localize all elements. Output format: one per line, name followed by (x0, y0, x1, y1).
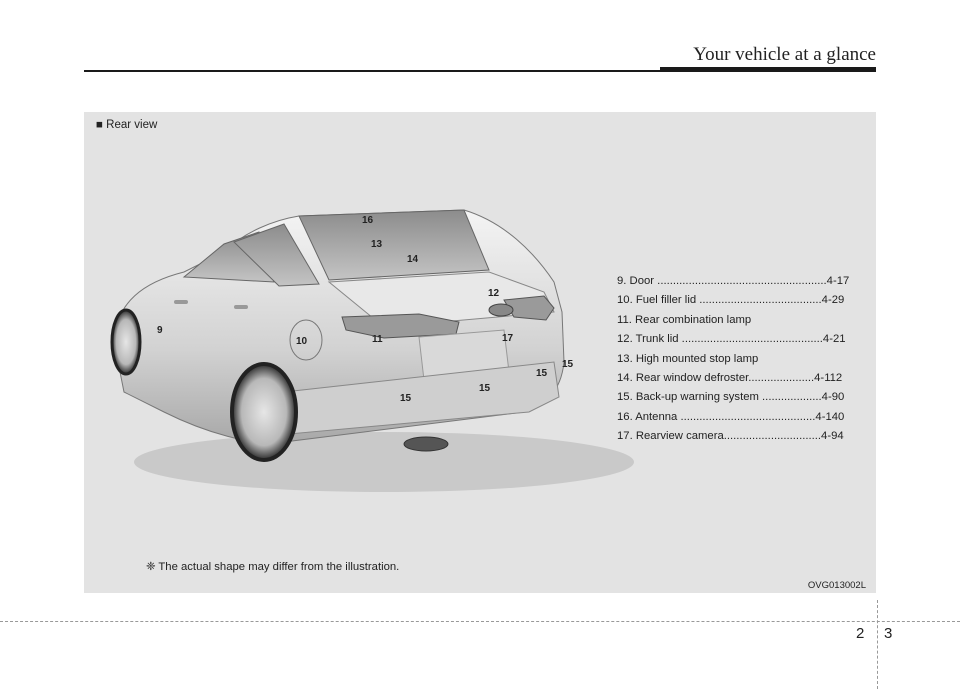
legend-item: 16. Antenna ...........................................4-140 (617, 410, 845, 423)
legend-item: 10. Fuel filler lid .......................................4-29 (617, 294, 845, 307)
callout-11: 11 (372, 334, 383, 345)
figure-code: OVG013002L (807, 580, 866, 591)
legend-item: 15. Back-up warning system ...................4-90 (617, 391, 845, 404)
callout-13: 13 (371, 239, 383, 250)
callout-15-d: 15 (562, 359, 574, 370)
legend-item: 11. Rear combination lamp (617, 313, 752, 326)
header-rule-accent (660, 67, 876, 72)
component-legend (617, 272, 867, 447)
footer-divider (0, 621, 960, 622)
footer-page-divider (877, 600, 878, 689)
view-label: ■ Rear view (96, 119, 158, 131)
illustration-note: ❈ The actual shape may differ from the illustration. (146, 561, 400, 573)
callout-17: 17 (502, 333, 514, 344)
legend-item: 17. Rearview camera...............................4-94 (617, 430, 844, 443)
section-number: 2 (856, 625, 865, 642)
legend-item: 13. High mounted stop lamp (617, 352, 759, 365)
callout-16: 16 (362, 215, 374, 226)
callout-12: 12 (488, 288, 500, 299)
legend-item: 12. Trunk lid .............................................4-21 (617, 333, 846, 346)
callout-15-c: 15 (536, 368, 548, 379)
callout-10: 10 (296, 336, 308, 347)
rear-view-figure (84, 112, 876, 593)
front-wheel (112, 310, 140, 374)
callout-9: 9 (157, 325, 163, 336)
page-number: 3 (884, 625, 893, 642)
rear-wheel (232, 364, 296, 460)
callout-15-a: 15 (400, 393, 412, 404)
callout-15-b: 15 (479, 383, 491, 394)
legend-item: 9. Door ......................................................4-17 (617, 275, 850, 287)
callout-14: 14 (407, 254, 419, 265)
header-title: Your vehicle at a glance (693, 44, 876, 65)
legend-item: 14. Rear window defroster.....................4-112 (617, 372, 843, 385)
